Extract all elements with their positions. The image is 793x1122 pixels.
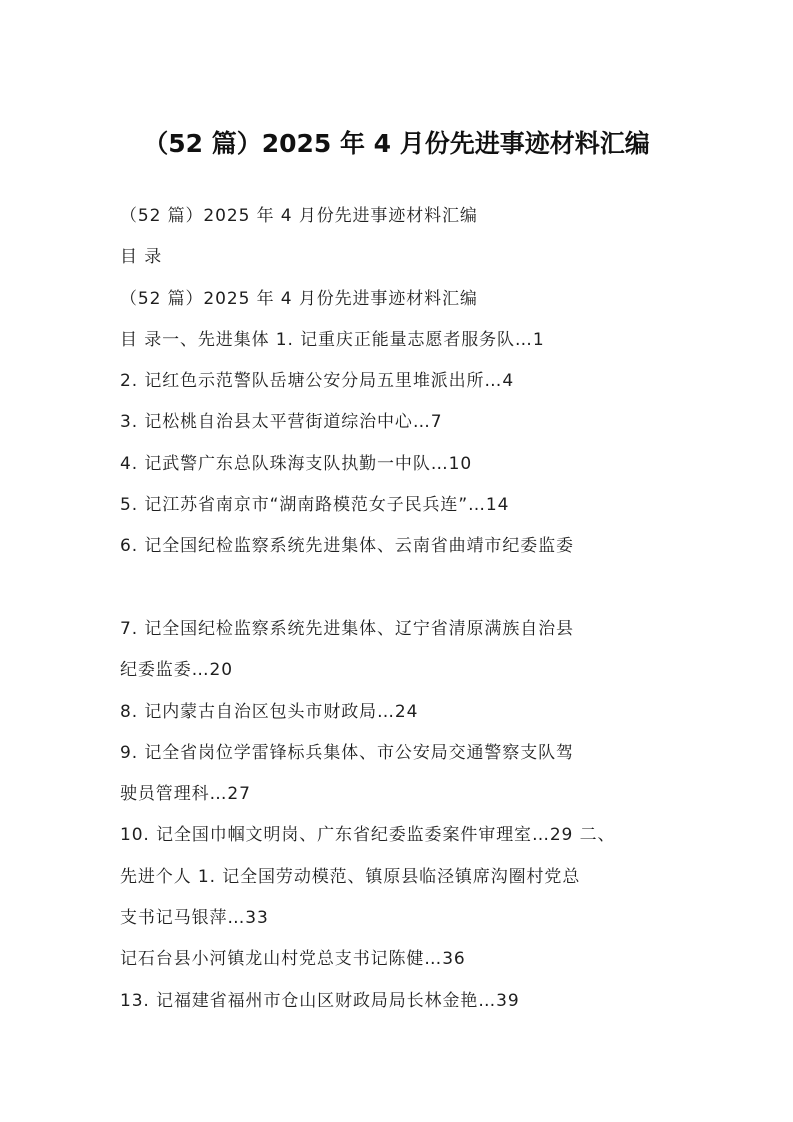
toc-line: 先进个人 1. 记全国劳动模范、镇原县临泾镇席沟圈村党总 <box>120 866 581 887</box>
document-body <box>120 196 680 1022</box>
toc-line: 8. 记内蒙古自治区包头市财政局…24 <box>120 701 419 722</box>
toc-line: 驶员管理科…27 <box>120 784 251 805</box>
toc-line: 纪委监委…20 <box>120 660 233 681</box>
toc-line: 6. 记全国纪检监察系统先进集体、云南省曲靖市纪委监委 <box>120 536 574 557</box>
toc-line: 目 录一、先进集体 1. 记重庆正能量志愿者服务队…1 <box>120 329 545 350</box>
toc-line: 9. 记全省岗位学雷锋标兵集体、市公安局交通警察支队驾 <box>120 742 574 763</box>
toc-line: 7. 记全国纪检监察系统先进集体、辽宁省清原满族自治县 <box>120 618 574 639</box>
toc-line: 2. 记红色示范警队岳塘公安分局五里堆派出所…4 <box>120 371 515 392</box>
toc-line: 5. 记江苏省南京市“湖南路模范女子民兵连”…14 <box>120 495 510 516</box>
body-line: （52 篇）2025 年 4 月份先进事迹材料汇编 <box>120 288 478 309</box>
toc-line: 4. 记武警广东总队珠海支队执勤一中队…10 <box>120 453 473 474</box>
document-title: （52 篇）2025 年 4 月份先进事迹材料汇编 <box>143 129 650 158</box>
blank-line <box>120 568 680 609</box>
body-line: （52 篇）2025 年 4 月份先进事迹材料汇编 <box>120 206 478 226</box>
toc-line: 记石台县小河镇龙山村党总支书记陈健…36 <box>120 949 466 970</box>
toc-line: 3. 记松桃自治县太平营街道综治中心…7 <box>120 412 443 433</box>
toc-line: 13. 记福建省福州市仓山区财政局局长林金艳…39 <box>120 990 520 1011</box>
toc-line: 支书记马银萍…33 <box>120 908 269 929</box>
toc-line: 10. 记全国巾帼文明岗、广东省纪委监委案件审理室…29 二、 <box>120 825 616 846</box>
body-line: 目 录 <box>120 247 163 268</box>
